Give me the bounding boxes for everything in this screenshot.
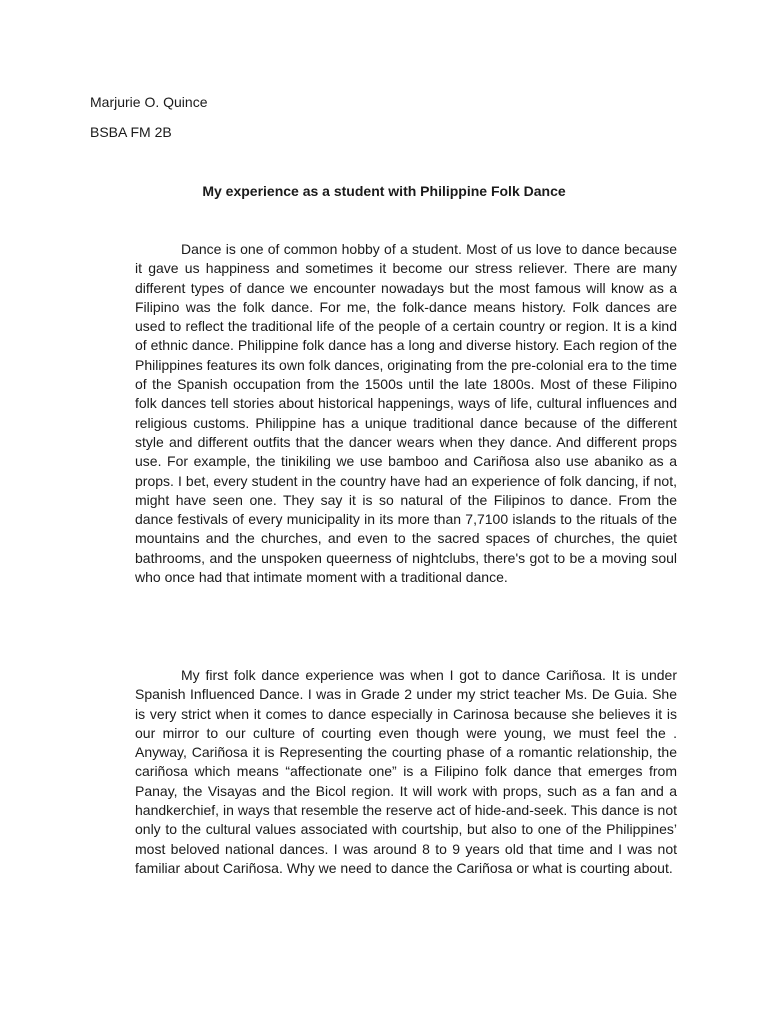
document-title: My experience as a student with Philippine Folk Dance — [202, 183, 566, 199]
body-paragraph-1: Dance is one of common hobby of a student. Most of us love to dance because it gave us happiness and sometimes it become our stress reliever. There are many different types of dance we encounter nowadays but the most famous will know as a Filipino was the folk dance. For me, the folk-dance means history. Folk dances are used to reflect the traditional life of the people of a certain country or region. It is a kind of ethnic dance. Philippine folk dance has a long and diverse history. Each region of the Philippines features its own folk dances, originating from the pre-colonial era to the time of the Spanish occupation from the 1500s until the late 1800s. Most of these Filipino folk dances tell stories about historical happenings, ways of life, cultural influences and religious customs. Philippine has a unique traditional dance because of the different style and different outfits that the dancer wears when they dance. And different props use. For example, the tinikiling we use bamboo and Cariñosa also use abaniko as a props. I bet, every student in the country have had an experience of folk dancing, if not, might have seen one. They say it is so natural of the Filipinos to dance. From the dance festivals of every municipality in its more than 7,7100 islands to the rituals of the mountains and the churches, and even to the sacred spaces of churches, the quiet bathrooms, and the unspoken queerness of nightclubs, there's got to be a moving soul who once had that intimate moment with a traditional dance. — [135, 241, 677, 586]
body-paragraph-2: My first folk dance experience was when I got to dance Cariñosa. It is under Spanish Influenced Dance. I was in Grade 2 under my strict teacher Ms. De Guia. She is very strict when it comes to dance especially in Carinosa because she believes it is our mirror to our culture of courting even though were young, we must feel the . Anyway, Cariñosa it is Representing the courting phase of a romantic relationship, the cariñosa which means “affectionate one” is a Filipino folk dance that emerges from Panay, the Visayas and the Bicol region. It will work with props, such as a fan and a handkerchief, in ways that resemble the reserve act of hide-and-seek. This dance is not only to the cultural values associated with courtship, but also to one of the Philippines’ most beloved national dances. I was around 8 to 9 years old that time and I was not familiar about Cariñosa. Why we need to dance the Cariñosa or what is courting about. — [135, 667, 677, 876]
course-section: BSBA FM 2B — [90, 124, 172, 140]
author-name: Marjurie O. Quince — [90, 94, 208, 110]
